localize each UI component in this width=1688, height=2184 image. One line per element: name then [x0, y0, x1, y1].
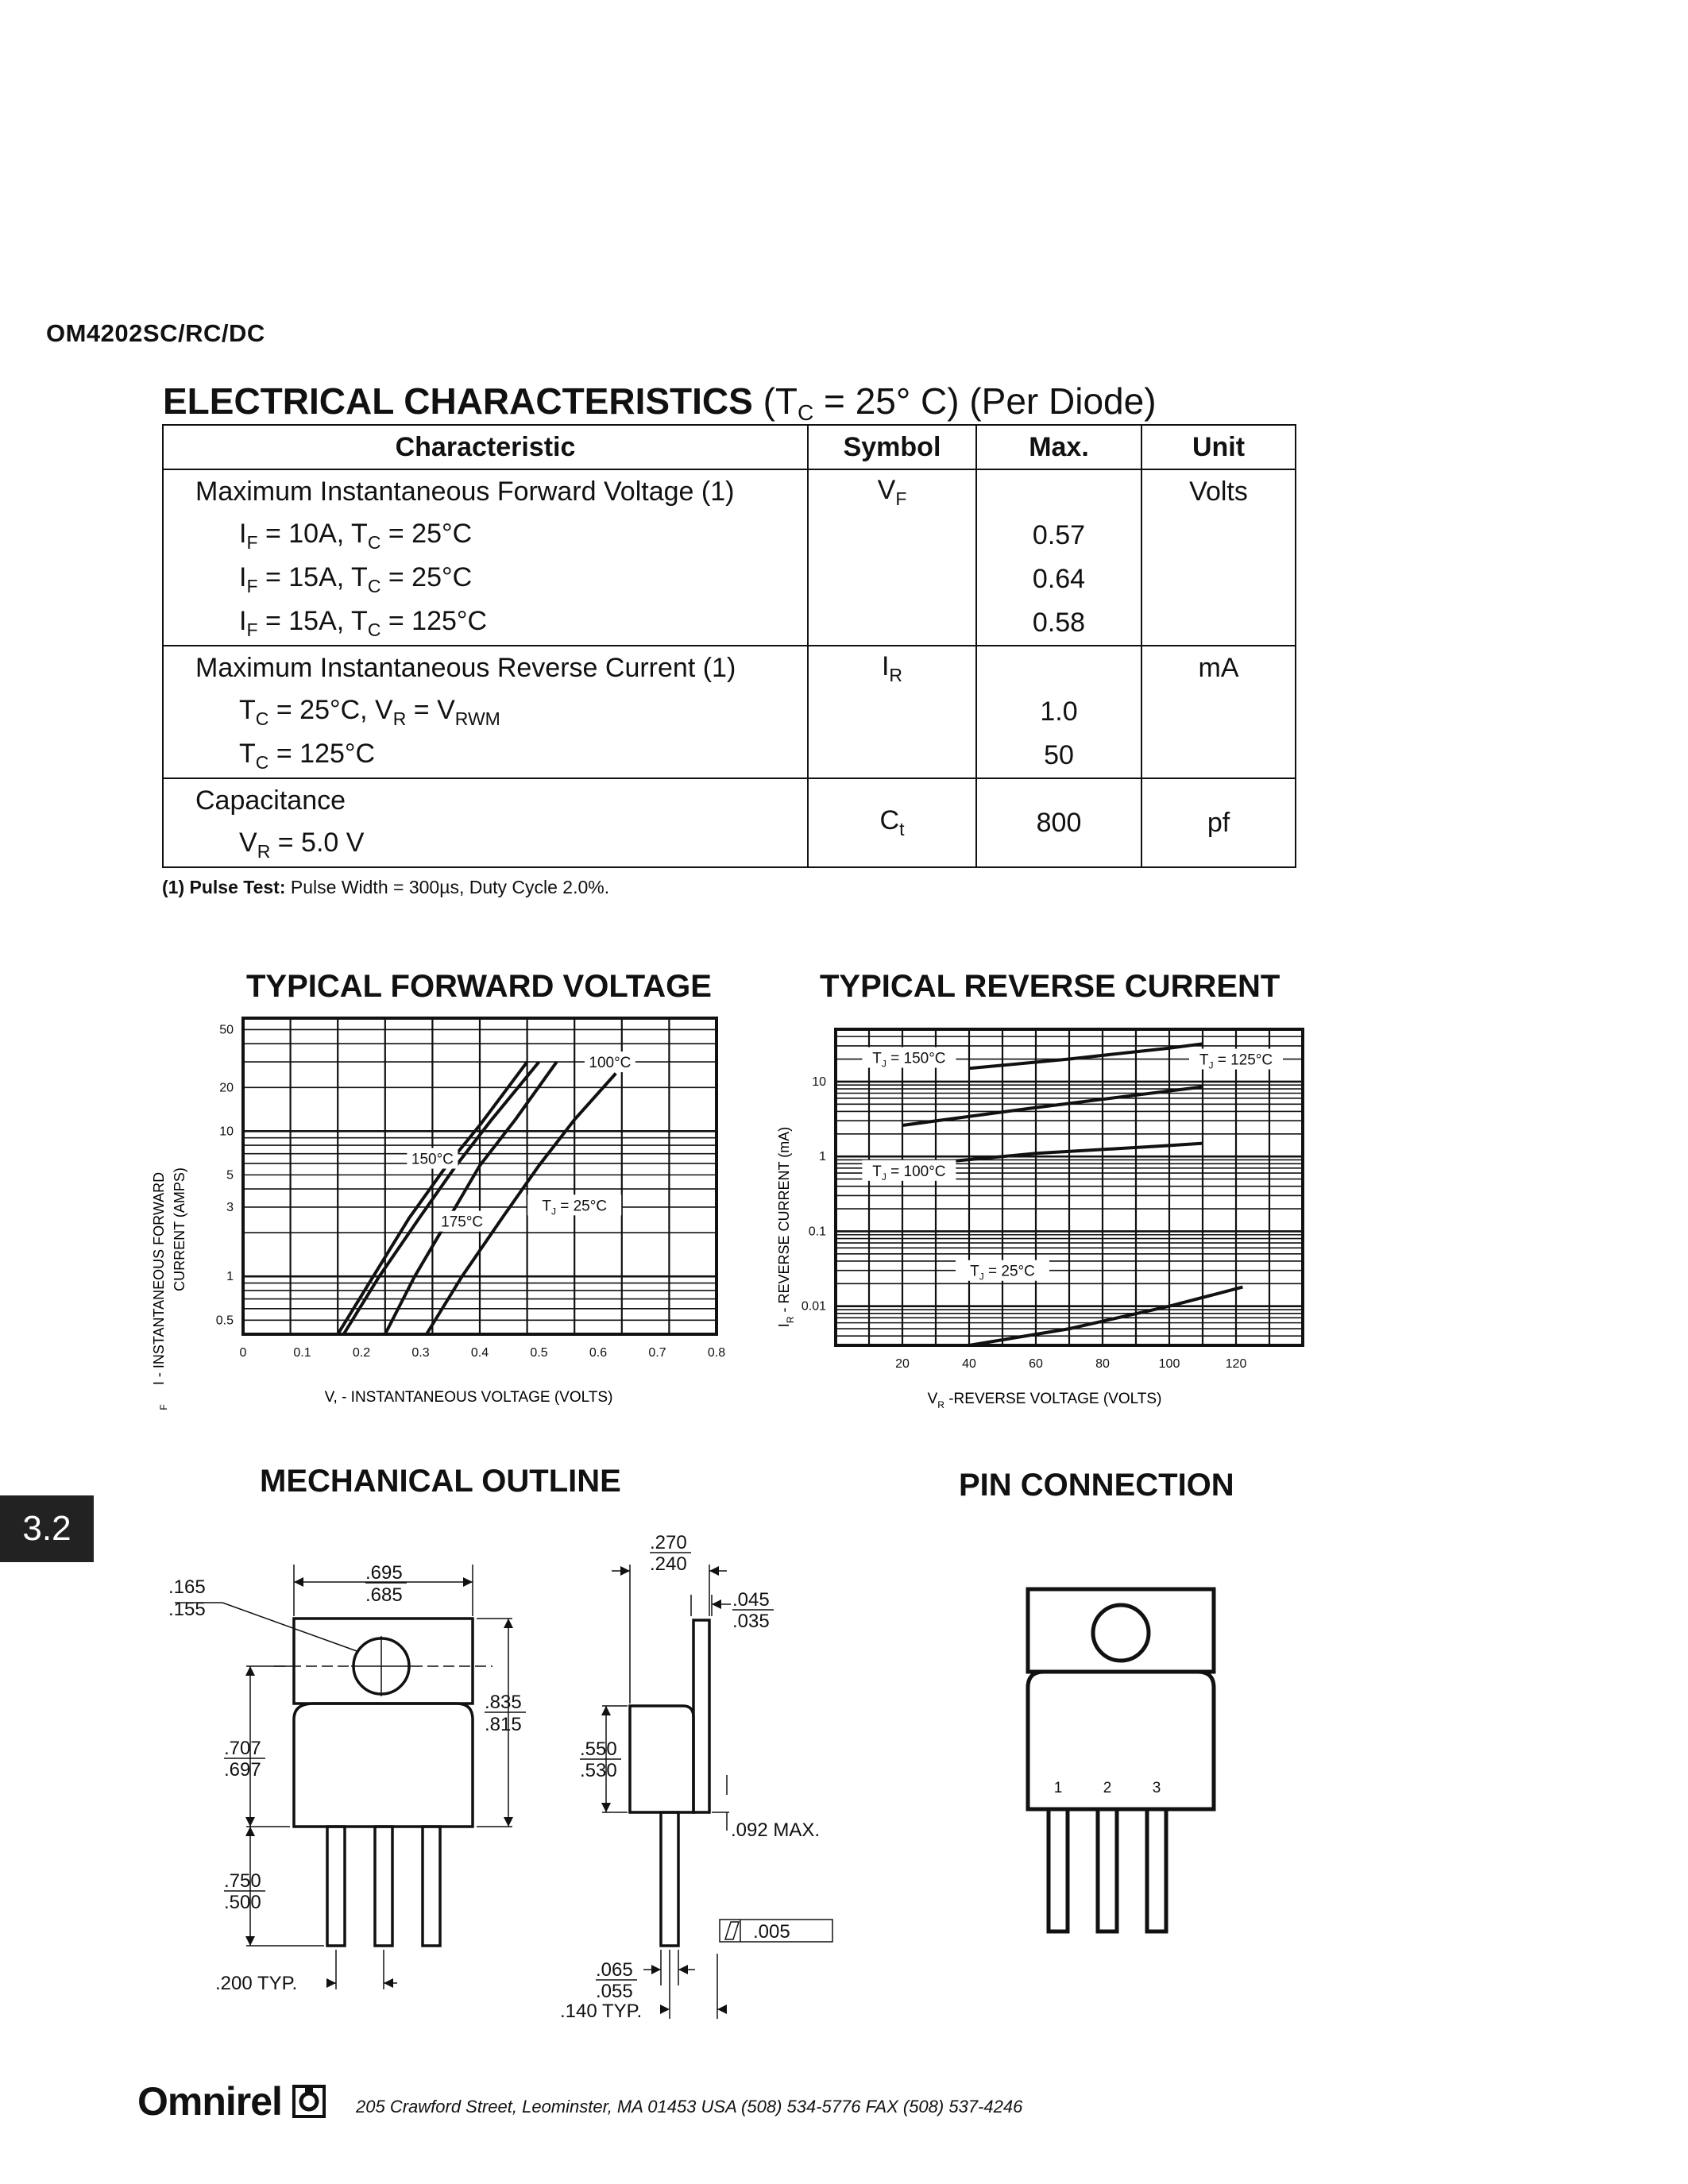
fv-x-tick: 0.6: [589, 1346, 608, 1360]
dim-body-b: .697: [224, 1759, 261, 1781]
dim-hole-b: .155: [168, 1599, 206, 1620]
electrical-characteristics-table: [162, 424, 1296, 868]
vf-condition-2: $I_F = 15A$, $T_C = 25^\circ C$: [163, 558, 808, 601]
vf-max-3: 0.58: [976, 601, 1141, 646]
ct-label: Capacitance: [163, 778, 808, 823]
dim-span: .140 TYP.: [560, 2001, 643, 2022]
company-address: 205 Crawford Street, Leominster, MA 01453 USA (508) 534-5776 FAX (508) 537-4246: [356, 2097, 1023, 2116]
ir-label: Maximum Instantaneous Reverse Current (1): [163, 646, 808, 690]
rc-series-label: $T_J = 100^\circ C$: [872, 1163, 946, 1183]
ct-unit: pf: [1141, 778, 1296, 867]
fv-ylabel-2: CURRENT (AMPS): [172, 1167, 187, 1291]
dim-width-b: .685: [365, 1584, 403, 1606]
dim-width-a: .695: [365, 1562, 403, 1584]
fv-y-tick: 5: [226, 1168, 234, 1183]
fv-x-tick: 0: [239, 1346, 247, 1360]
dim-pitch: .200 TYP.: [215, 1973, 298, 1994]
ir-condition-1: $T_C = 25^\circ C$, $V_R = V_{RWM}$: [163, 690, 808, 734]
part-number: OM4202SC/RC/DC: [46, 319, 265, 347]
fv-xlabel: V, - INSTANTANEOUS VOLTAGE (VOLTS): [324, 1389, 613, 1406]
dim-lead-a: .750: [224, 1870, 261, 1892]
pin-3-label: 3: [1152, 1780, 1161, 1796]
pin-connection-title: PIN CONNECTION: [959, 1468, 1234, 1503]
footnote-text: Pulse Width = 300µs, Duty Cycle 2.0%.: [285, 877, 610, 897]
rc-y-tick: 10: [812, 1075, 826, 1089]
ir-unit: mA: [1141, 646, 1296, 690]
fv-series-label: 100°C: [589, 1055, 632, 1072]
pin-connection-drawing: [1009, 1584, 1247, 1950]
ec-title-cond: (T: [752, 380, 798, 422]
col-header-unit: Unit: [1141, 425, 1296, 469]
vf-condition-1: $I_F = 10A$, $T_C = 25^\circ C$: [163, 514, 808, 558]
table-row: [163, 734, 1296, 778]
ec-title-sub: C: [798, 400, 814, 425]
fv-ylabel-sub: F: [158, 1404, 169, 1410]
ir-symbol: $I_R$: [808, 646, 976, 690]
rc-series-line: [969, 1044, 1203, 1068]
rc-series-label: $T_J = 25^\circ C$: [970, 1263, 1035, 1283]
rc-series-label: $T_J = 125^\circ C$: [1199, 1051, 1273, 1071]
dim-side-body-b: .530: [580, 1760, 617, 1781]
forward-chart-title: TYPICAL FORWARD VOLTAGE: [246, 969, 712, 1004]
dim-flatness: .005: [753, 1921, 790, 1943]
dim-lead-b: .500: [224, 1892, 261, 1913]
ec-title-bold: ELECTRICAL CHARACTERISTICS: [163, 380, 753, 422]
dim-hole-a: .165: [168, 1576, 206, 1598]
table-row: [163, 514, 1296, 558]
fv-y-tick: 0.5: [215, 1314, 234, 1328]
pin-2-label: 2: [1103, 1780, 1112, 1796]
vf-max-1: 0.57: [976, 514, 1141, 558]
table-row: [163, 690, 1296, 734]
vf-unit: Volts: [1141, 469, 1296, 514]
rc-y-tick: 0.1: [808, 1225, 826, 1239]
mechanical-outline-title: MECHANICAL OUTLINE: [260, 1464, 621, 1499]
forward-voltage-chart: [143, 1017, 747, 1430]
brand-name: Omnirel: [137, 2079, 282, 2124]
vf-symbol: $V_F$: [808, 469, 976, 514]
table-row: [163, 601, 1296, 646]
fv-y-tick: 20: [219, 1081, 234, 1095]
fv-x-tick: 0.1: [293, 1346, 311, 1360]
footnote-label: (1) Pulse Test:: [162, 877, 286, 897]
ct-symbol: $C_t$: [808, 778, 976, 867]
fv-x-tick: 0.5: [530, 1346, 548, 1360]
fv-x-tick: 0.4: [470, 1346, 489, 1360]
table-row: [163, 646, 1296, 690]
fv-x-tick: 0.3: [411, 1346, 430, 1360]
dim-side-b: .240: [650, 1553, 687, 1575]
rc-x-tick: 120: [1225, 1357, 1247, 1371]
fv-x-tick: 0.7: [648, 1346, 666, 1360]
rc-x-tick: 40: [962, 1357, 976, 1371]
fv-y-tick: 50: [219, 1023, 234, 1037]
rc-x-tick: 60: [1029, 1357, 1043, 1371]
table-row: [163, 469, 1296, 514]
dim-offset: .092 MAX.: [731, 1819, 821, 1841]
table-row: [163, 558, 1296, 601]
dim-lead-width-b: .055: [596, 1981, 633, 2002]
dim-height-a: .835: [485, 1692, 522, 1713]
footnote: [162, 877, 609, 898]
reverse-chart-title: TYPICAL REVERSE CURRENT: [820, 969, 1280, 1004]
col-header-symbol: Symbol: [808, 425, 976, 469]
ec-title-cond-rest: = 25° C) (Per Diode): [813, 380, 1157, 422]
rc-x-tick: 80: [1095, 1357, 1110, 1371]
dim-body-a: .707: [224, 1738, 261, 1759]
vf-label: Maximum Instantaneous Forward Voltage (1): [163, 469, 808, 514]
electrical-characteristics-title: [163, 380, 1157, 426]
ct-max: 800: [976, 778, 1141, 867]
rc-y-tick: 0.01: [801, 1299, 826, 1314]
fv-x-tick: 0.2: [352, 1346, 371, 1360]
omnirel-logo: [137, 2078, 326, 2124]
fv-series-line: [344, 1062, 539, 1334]
vf-max-2: 0.64: [976, 558, 1141, 601]
dim-tab-a: .045: [732, 1589, 770, 1611]
fv-y-tick: 3: [226, 1200, 234, 1214]
rc-x-tick: 20: [895, 1357, 910, 1371]
fv-series-label: 150°C: [411, 1151, 454, 1168]
fv-series-label: 175°C: [441, 1214, 484, 1231]
fv-x-tick: 0.8: [707, 1346, 726, 1360]
dim-tab-b: .035: [732, 1611, 770, 1632]
vf-condition-3: $I_F = 15A$, $T_C = 125^\circ C$: [163, 601, 808, 646]
ir-max-1: 1.0: [976, 690, 1141, 734]
dim-side-body-a: .550: [580, 1738, 617, 1760]
dim-height-b: .815: [485, 1714, 522, 1735]
rc-x-tick: 100: [1158, 1357, 1180, 1371]
pin-1-label: 1: [1053, 1780, 1063, 1796]
omnirel-mark-icon: [292, 2085, 326, 2118]
table-row: [163, 778, 1296, 823]
mechanical-outline-drawing: [143, 1525, 858, 2041]
ir-condition-2: $T_C = 125^\circ C$: [163, 734, 808, 778]
ct-condition: $V_R = 5.0$ V: [163, 823, 808, 867]
col-header-characteristic: Characteristic: [163, 425, 808, 469]
page-section-tab: 3.2: [0, 1495, 94, 1562]
rc-ylabel: $I_R$ - REVERSE CURRENT (mA): [776, 1126, 796, 1328]
ir-max-2: 50: [976, 734, 1141, 778]
rc-xlabel: $V_R$ -REVERSE VOLTAGE (VOLTS): [927, 1391, 1162, 1410]
col-header-max: Max.: [976, 425, 1141, 469]
fv-y-tick: 10: [219, 1125, 234, 1139]
reverse-current-chart: [774, 1017, 1331, 1430]
fv-ylabel-1: I - INSTANTANEOUS FORWARD: [151, 1171, 167, 1386]
rc-y-tick: 1: [819, 1150, 826, 1164]
rc-series-label: $T_J = 150^\circ C$: [872, 1050, 946, 1070]
dim-side-a: .270: [650, 1532, 687, 1553]
fv-y-tick: 1: [226, 1270, 234, 1284]
dim-lead-width-a: .065: [596, 1959, 633, 1981]
fv-series-label: $T_J = 25^\circ C$: [542, 1198, 608, 1217]
